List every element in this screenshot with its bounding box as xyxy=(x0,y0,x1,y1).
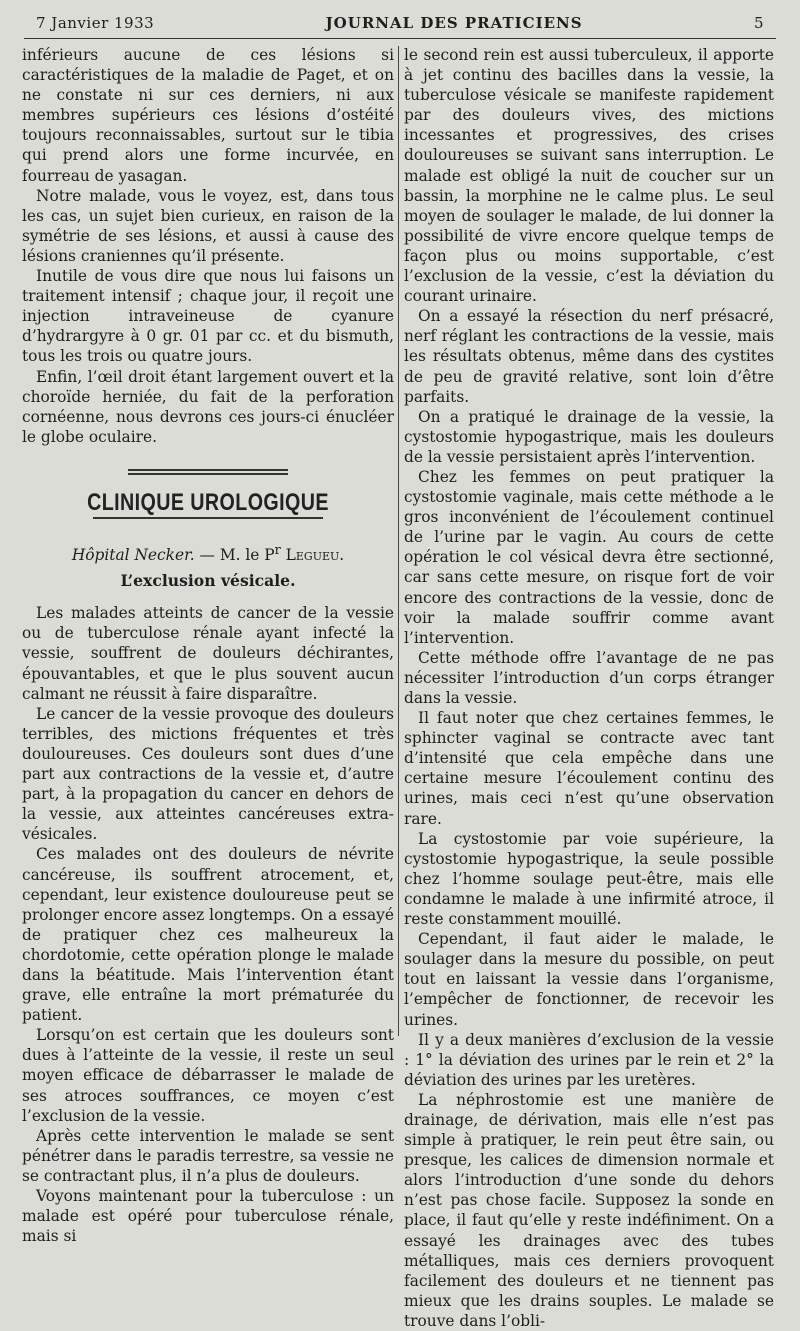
left-column xyxy=(22,45,394,1246)
paragraph: Cependant, il faut aider le malade, le soulager dans la mesure du possible, on peut tout en laissant la vessie dans l’organisme, l’empêcher de fonctionner, de recevoir les urines. xyxy=(404,930,774,1029)
paragraph: Ces malades ont des douleurs de névrite cancéreuse, ils souffrent atrocement, et, cependant, leur existence douloureuse peut se prolonger encore assez longtemps. On a essayé de pratiquer chez ces malheureux la chordotomie, cette opération plonge le malade dans la béatitude. Mais l’intervention étant grave, elle entraîne la mort prématurée du patient. xyxy=(22,845,394,1025)
paragraph: inférieurs aucune de ces lésions si caractéristiques de la maladie de Paget, et on ne constate ni sur ces derniers, ni aux membres supérieurs ces lésions d’ostéité toujours reconnaissables, surtout sur le tibia qui prend alors une forme incurvée, en fourreau de yasagan. xyxy=(22,46,394,185)
paragraph: Lorsqu’on est certain que les douleurs sont dues à l’atteinte de la vessie, il reste un seul moyen efficace de débarrasser le malade de ses atroces souffrances, ce moyen c’est l’exclusion de la vessie. xyxy=(22,1026,394,1125)
paragraph: Enfin, l’œil droit étant largement ouvert et la choroïde herniée, du fait de la perforation cornéenne, nous devrons ces jours-ci énucléer le globe oculaire. xyxy=(22,367,394,446)
running-header xyxy=(36,14,764,38)
paragraph: Il faut noter que chez certaines femmes, le sphincter vaginal se contracte avec tant d’intensité que cela empêche dans une certaine mesure l’écoulement continu des urines, mais ceci n’est qu’une observation rare. xyxy=(404,709,774,828)
byline-dash: — M. le P xyxy=(194,546,275,565)
paragraph: Le cancer de la vessie provoque des douleurs terribles, des mictions fréquentes et très douloureuses. Ces douleurs sont dues d’une part aux contractions de la vessie et, d’autre part, à la propagation du cancer en dehors de la vessie, aux atteintes cancéreuses extra-vésicales. xyxy=(22,704,394,844)
header-rule xyxy=(24,38,776,39)
section-title: CLINIQUE UROLOGIQUE xyxy=(87,488,329,516)
paragraph: Notre malade, vous le voyez, est, dans tous les cas, un sujet bien curieux, en raison de la symétrie de ses lésions, et aussi à cause des lésions craniennes qu’il présente. xyxy=(22,186,394,265)
title-rule xyxy=(93,517,323,519)
paragraph: Les malades atteints de cancer de la vessie ou de tuberculose rénale ayant infecté la vessie, souffrent de douleurs déchirantes, épouvantables, et que le plus souvent aucun calmant ne réussit à faire disparaître. xyxy=(22,604,394,703)
header-journal-title: JOURNAL DES PRATICIENS xyxy=(325,14,583,32)
byline-hospital: Hôpital Necker. xyxy=(71,546,195,565)
byline xyxy=(22,541,394,565)
header-date: 7 Janvier 1933 xyxy=(36,14,155,32)
paragraph: Il y a deux manières d’exclusion de la vessie : 1° la déviation des urines par le rein et 2° la déviation des urines par les uretères. xyxy=(404,1030,774,1089)
paragraph: Inutile de vous dire que nous lui faisons un traitement intensif ; chaque jour, il reçoit une injection intraveineuse de cyanure d’hydrargyre à 0 gr. 01 par cc. et du bismuth, tous les trois ou quatre jours. xyxy=(22,267,394,366)
paragraph: On a pratiqué le drainage de la vessie, la cystostomie hypogastrique, mais les douleurs de la vessie persistaient après l’intervention. xyxy=(404,407,774,466)
paragraph: Cette méthode offre l’avantage de ne pas nécessiter l’introduction d’un corps étranger dans la vessie. xyxy=(404,648,774,707)
paragraph: Voyons maintenant pour la tuberculose : un malade est opéré pour tuberculose rénale, mais si xyxy=(22,1187,394,1246)
article-subtitle: L’exclusion vésicale. xyxy=(120,571,296,591)
column-rule xyxy=(398,46,399,1036)
paragraph: Chez les femmes on peut pratiquer la cystostomie vaginale, mais cette méthode a le gros inconvénient de l’écoulement continuel de l’urine par le vagin. Au cours de cette opération le col vésical devra être sectionné, car sans cette mesure, on risque fort de voir encore des contractions de la vessie, donc de voir la malade souffrir comme avant l’intervention. xyxy=(404,467,774,647)
section-separator xyxy=(128,469,288,475)
paragraph: La cystostomie par voie supérieure, la cystostomie hypogastrique, la seule possible chez l’homme soulage peut-être, mais elle condamne le malade à une infirmité atroce, il reste constamment mouillé. xyxy=(404,829,774,929)
paragraph: Après cette intervention le malade se sent pénétrer dans le paradis terrestre, sa vessie ne se contractant plus, il n’a plus de douleurs. xyxy=(22,1126,394,1185)
paragraph: La néphrostomie est une manière de drainage, de dérivation, mais elle n’est pas simple à pratiquer, le rein peut être sain, ou presque, les calices de dimension normale et alors l’introduction d’une sonde du dehors n’est pas chose facile. Supposez la sonde en place, il faut qu’elle y reste indéfiniment. On a essayé les drainages avec des tubes métalliques, mais ces derniers provoquent facilement des douleurs et ne tiennent pas mieux que les drains souples. Le malade se trouve dans l’obli- xyxy=(404,1090,774,1330)
paragraph: On a essayé la résection du nerf présacré, nerf réglant les contractions de la vessie, mais les résultats obtenus, même dans des cystites de peu de gravité relative, sont loin d’être parfaits. xyxy=(404,307,774,406)
header-page-number: 5 xyxy=(753,14,764,32)
byline-sup: r xyxy=(274,542,281,558)
paragraph: le second rein est aussi tuberculeux, il apporte à jet continu des bacilles dans la vessie, la tuberculose vésicale se manifeste rapidement par des douleurs vives, des mictions incessantes et progressives, des crises douloureuses se suivant sans interruption. Le malade est obligé la nuit de coucher sur un bassin, la morphine ne le calme plus. Le seul moyen de soulager le malade, de lui donner la possibilité de vivre encore quelque temps de façon plus ou moins supportable, c’est l’exclusion de la vessie, c’est la déviation du courant urinaire. xyxy=(404,46,774,306)
byline-author: Legueu. xyxy=(280,546,345,565)
right-column xyxy=(404,45,774,1331)
